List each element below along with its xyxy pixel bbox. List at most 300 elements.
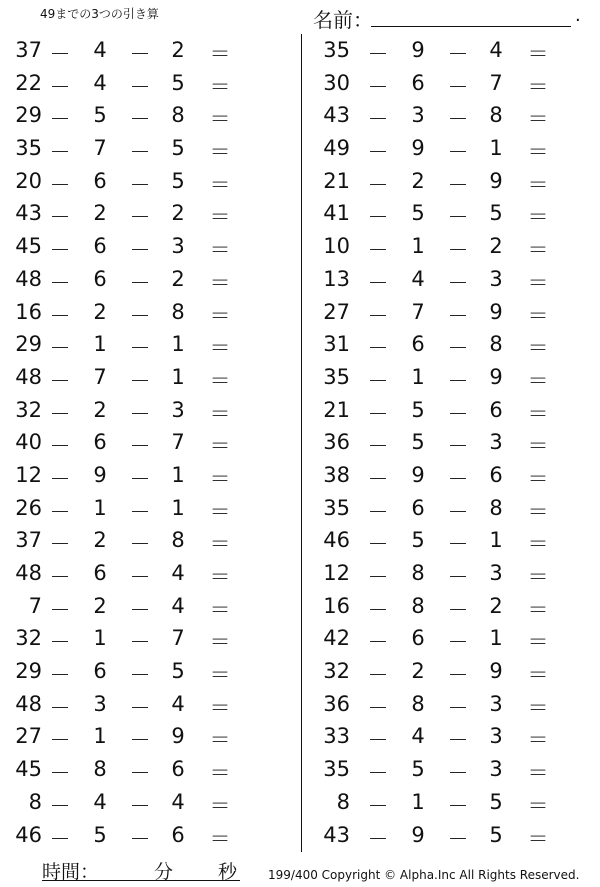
third-number: 1 bbox=[489, 626, 503, 651]
minus-sign: － bbox=[129, 466, 151, 491]
minus-sign: － bbox=[447, 630, 469, 655]
problem-row bbox=[318, 493, 600, 526]
equals-sign: ＝ bbox=[209, 761, 231, 786]
equals-sign: ＝ bbox=[527, 401, 549, 426]
problem-row bbox=[318, 231, 600, 264]
equals-sign: ＝ bbox=[527, 826, 549, 851]
minus-sign: － bbox=[129, 140, 151, 165]
worksheet-title: 49までの3つの引き算 bbox=[40, 7, 159, 21]
equals-sign: ＝ bbox=[209, 793, 231, 818]
third-number: 4 bbox=[171, 561, 185, 585]
second-number: 9 bbox=[411, 136, 425, 161]
first-number: 29 bbox=[15, 332, 42, 357]
minus-sign: － bbox=[129, 434, 151, 459]
third-number: 1 bbox=[171, 495, 185, 520]
minus-sign: － bbox=[367, 368, 389, 393]
minus-sign: － bbox=[367, 434, 389, 459]
second-number: 6 bbox=[93, 561, 107, 585]
second-number: 1 bbox=[93, 495, 107, 520]
equals-sign: ＝ bbox=[527, 532, 549, 557]
problem-row bbox=[318, 35, 600, 68]
second-number: 5 bbox=[411, 757, 425, 782]
time-record-area bbox=[42, 857, 240, 881]
equals-sign: ＝ bbox=[209, 630, 231, 655]
time-underline bbox=[42, 880, 240, 881]
third-number: 3 bbox=[489, 691, 503, 716]
minus-sign: － bbox=[367, 42, 389, 66]
equals-sign: ＝ bbox=[209, 499, 231, 524]
equals-sign: ＝ bbox=[209, 205, 231, 230]
minus-sign: － bbox=[447, 205, 469, 230]
copyright-notice: 199/400 Copyright © Alpha.Inc All Rights Reserved. bbox=[268, 868, 580, 882]
problem-row bbox=[0, 68, 290, 101]
minutes-label: 分 bbox=[154, 861, 174, 883]
third-number: 3 bbox=[171, 397, 185, 422]
problem-row bbox=[0, 264, 290, 297]
equals-sign: ＝ bbox=[209, 172, 231, 197]
second-number: 5 bbox=[93, 103, 107, 128]
problem-row bbox=[318, 656, 600, 689]
first-number: 35 bbox=[15, 136, 42, 161]
problem-row bbox=[0, 427, 290, 460]
minus-sign: － bbox=[447, 74, 469, 99]
third-number: 2 bbox=[171, 266, 185, 291]
first-number: 8 bbox=[28, 789, 42, 814]
problem-row bbox=[0, 100, 290, 133]
equals-sign: ＝ bbox=[209, 597, 231, 622]
problem-column-left bbox=[0, 35, 290, 852]
second-number: 6 bbox=[93, 234, 107, 259]
second-number: 6 bbox=[93, 430, 107, 455]
first-number: 21 bbox=[323, 397, 350, 422]
first-number: 7 bbox=[28, 593, 42, 618]
minus-sign: － bbox=[129, 107, 151, 132]
third-number: 9 bbox=[489, 364, 503, 389]
equals-sign: ＝ bbox=[527, 434, 549, 459]
problem-row bbox=[318, 198, 600, 231]
minus-sign: － bbox=[447, 695, 469, 720]
second-number: 2 bbox=[93, 528, 107, 553]
first-number: 38 bbox=[323, 462, 350, 487]
third-number: 4 bbox=[489, 38, 503, 62]
minus-sign: － bbox=[447, 761, 469, 786]
minus-sign: － bbox=[367, 172, 389, 197]
minus-sign: － bbox=[129, 368, 151, 393]
second-number: 5 bbox=[411, 397, 425, 422]
minus-sign: － bbox=[129, 597, 151, 622]
minus-sign: － bbox=[49, 205, 71, 230]
first-number: 49 bbox=[323, 136, 350, 161]
first-number: 46 bbox=[15, 822, 42, 847]
third-number: 9 bbox=[171, 724, 185, 749]
minus-sign: － bbox=[49, 761, 71, 786]
minus-sign: － bbox=[367, 74, 389, 99]
second-number: 5 bbox=[93, 822, 107, 847]
minus-sign: － bbox=[129, 172, 151, 197]
second-number: 5 bbox=[411, 528, 425, 553]
third-number: 3 bbox=[171, 234, 185, 259]
minus-sign: － bbox=[367, 826, 389, 851]
third-number: 7 bbox=[171, 430, 185, 455]
problem-row bbox=[0, 754, 290, 787]
minus-sign: － bbox=[49, 826, 71, 851]
third-number: 6 bbox=[489, 397, 503, 422]
equals-sign: ＝ bbox=[209, 74, 231, 99]
minus-sign: － bbox=[129, 205, 151, 230]
second-number: 6 bbox=[411, 332, 425, 357]
second-number: 2 bbox=[93, 201, 107, 226]
third-number: 9 bbox=[489, 299, 503, 324]
second-number: 9 bbox=[411, 38, 425, 62]
third-number: 4 bbox=[171, 593, 185, 618]
minus-sign: － bbox=[367, 793, 389, 818]
first-number: 35 bbox=[323, 364, 350, 389]
third-number: 3 bbox=[489, 561, 503, 585]
minus-sign: － bbox=[367, 270, 389, 295]
equals-sign: ＝ bbox=[209, 238, 231, 263]
third-number: 8 bbox=[171, 528, 185, 553]
third-number: 8 bbox=[489, 495, 503, 520]
minus-sign: － bbox=[49, 565, 71, 589]
minus-sign: － bbox=[447, 532, 469, 557]
minus-sign: － bbox=[129, 74, 151, 99]
second-number: 1 bbox=[93, 724, 107, 749]
third-number: 4 bbox=[171, 789, 185, 814]
first-number: 36 bbox=[323, 691, 350, 716]
first-number: 26 bbox=[15, 495, 42, 520]
equals-sign: ＝ bbox=[209, 368, 231, 393]
second-number: 6 bbox=[93, 659, 107, 684]
third-number: 5 bbox=[171, 659, 185, 684]
minus-sign: － bbox=[447, 597, 469, 622]
third-number: 5 bbox=[171, 70, 185, 95]
problem-row bbox=[0, 591, 290, 624]
second-number: 1 bbox=[93, 626, 107, 651]
time-label: 時間： bbox=[42, 861, 100, 883]
second-number: 4 bbox=[93, 38, 107, 62]
second-number: 8 bbox=[93, 757, 107, 782]
minus-sign: － bbox=[447, 793, 469, 818]
first-number: 30 bbox=[323, 70, 350, 95]
first-number: 37 bbox=[15, 528, 42, 553]
minus-sign: － bbox=[447, 107, 469, 132]
equals-sign: ＝ bbox=[209, 532, 231, 557]
second-number: 8 bbox=[411, 691, 425, 716]
problem-row bbox=[0, 623, 290, 656]
second-number: 6 bbox=[411, 70, 425, 95]
second-number: 5 bbox=[411, 201, 425, 226]
minus-sign: － bbox=[129, 401, 151, 426]
problem-row bbox=[0, 656, 290, 689]
third-number: 9 bbox=[489, 659, 503, 684]
problem-row bbox=[0, 820, 290, 853]
problem-row bbox=[318, 297, 600, 330]
third-number: 2 bbox=[489, 593, 503, 618]
first-number: 48 bbox=[15, 561, 42, 585]
problem-row bbox=[318, 591, 600, 624]
minus-sign: － bbox=[49, 499, 71, 524]
problem-row bbox=[318, 133, 600, 166]
minus-sign: － bbox=[129, 532, 151, 557]
minus-sign: － bbox=[367, 401, 389, 426]
minus-sign: － bbox=[447, 565, 469, 589]
problem-row bbox=[0, 166, 290, 199]
first-number: 32 bbox=[15, 397, 42, 422]
problem-row bbox=[318, 721, 600, 754]
minus-sign: － bbox=[447, 663, 469, 688]
problem-row bbox=[318, 100, 600, 133]
minus-sign: － bbox=[367, 695, 389, 720]
minus-sign: － bbox=[129, 695, 151, 720]
problem-row bbox=[318, 525, 600, 558]
problem-row bbox=[318, 264, 600, 297]
equals-sign: ＝ bbox=[527, 172, 549, 197]
first-number: 37 bbox=[15, 38, 42, 62]
second-number: 9 bbox=[411, 462, 425, 487]
minus-sign: － bbox=[447, 368, 469, 393]
minus-sign: － bbox=[49, 630, 71, 655]
first-number: 27 bbox=[323, 299, 350, 324]
problem-row bbox=[318, 166, 600, 199]
name-field-area bbox=[313, 2, 583, 30]
minus-sign: － bbox=[367, 532, 389, 557]
first-number: 48 bbox=[15, 364, 42, 389]
minus-sign: － bbox=[49, 368, 71, 393]
problem-row bbox=[0, 525, 290, 558]
first-number: 29 bbox=[15, 659, 42, 684]
minus-sign: － bbox=[367, 466, 389, 491]
minus-sign: － bbox=[49, 74, 71, 99]
equals-sign: ＝ bbox=[527, 630, 549, 655]
equals-sign: ＝ bbox=[527, 336, 549, 361]
third-number: 1 bbox=[171, 332, 185, 357]
second-number: 6 bbox=[411, 495, 425, 520]
first-number: 45 bbox=[15, 234, 42, 259]
second-number: 1 bbox=[411, 789, 425, 814]
minus-sign: － bbox=[447, 270, 469, 295]
minus-sign: － bbox=[49, 434, 71, 459]
first-number: 13 bbox=[323, 266, 350, 291]
second-number: 9 bbox=[93, 462, 107, 487]
equals-sign: ＝ bbox=[527, 205, 549, 230]
first-number: 40 bbox=[15, 430, 42, 455]
third-number: 7 bbox=[489, 70, 503, 95]
second-number: 2 bbox=[93, 397, 107, 422]
first-number: 35 bbox=[323, 495, 350, 520]
minus-sign: － bbox=[367, 499, 389, 524]
minus-sign: － bbox=[129, 761, 151, 786]
first-number: 41 bbox=[323, 201, 350, 226]
minus-sign: － bbox=[49, 303, 71, 328]
problem-row bbox=[0, 493, 290, 526]
equals-sign: ＝ bbox=[209, 270, 231, 295]
second-number: 1 bbox=[411, 364, 425, 389]
minus-sign: － bbox=[447, 728, 469, 753]
minus-sign: － bbox=[367, 728, 389, 753]
second-number: 2 bbox=[411, 659, 425, 684]
third-number: 6 bbox=[171, 822, 185, 847]
first-number: 8 bbox=[336, 789, 350, 814]
third-number: 3 bbox=[489, 430, 503, 455]
problem-row bbox=[0, 329, 290, 362]
problem-row bbox=[0, 558, 290, 591]
first-number: 35 bbox=[323, 757, 350, 782]
third-number: 8 bbox=[489, 332, 503, 357]
equals-sign: ＝ bbox=[527, 140, 549, 165]
minus-sign: － bbox=[49, 238, 71, 263]
first-number: 42 bbox=[323, 626, 350, 651]
second-number: 8 bbox=[411, 561, 425, 585]
minus-sign: － bbox=[367, 303, 389, 328]
second-number: 5 bbox=[411, 430, 425, 455]
first-number: 16 bbox=[323, 593, 350, 618]
first-number: 16 bbox=[15, 299, 42, 324]
equals-sign: ＝ bbox=[527, 74, 549, 99]
third-number: 5 bbox=[171, 168, 185, 193]
first-number: 43 bbox=[15, 201, 42, 226]
name-label: 名前： bbox=[313, 8, 373, 32]
minus-sign: － bbox=[129, 565, 151, 589]
first-number: 36 bbox=[323, 430, 350, 455]
first-number: 33 bbox=[323, 724, 350, 749]
equals-sign: ＝ bbox=[209, 401, 231, 426]
third-number: 8 bbox=[171, 299, 185, 324]
equals-sign: ＝ bbox=[209, 695, 231, 720]
first-number: 29 bbox=[15, 103, 42, 128]
second-number: 3 bbox=[93, 691, 107, 716]
problem-row bbox=[318, 460, 600, 493]
minus-sign: － bbox=[49, 140, 71, 165]
first-number: 21 bbox=[323, 168, 350, 193]
minus-sign: － bbox=[49, 793, 71, 818]
first-number: 12 bbox=[323, 561, 350, 585]
first-number: 43 bbox=[323, 103, 350, 128]
equals-sign: ＝ bbox=[527, 303, 549, 328]
third-number: 1 bbox=[489, 136, 503, 161]
third-number: 6 bbox=[171, 757, 185, 782]
minus-sign: － bbox=[447, 140, 469, 165]
problem-row bbox=[318, 689, 600, 722]
second-number: 4 bbox=[411, 724, 425, 749]
equals-sign: ＝ bbox=[527, 793, 549, 818]
problem-row bbox=[318, 395, 600, 428]
second-number: 3 bbox=[411, 103, 425, 128]
problem-row bbox=[0, 297, 290, 330]
minus-sign: － bbox=[129, 42, 151, 66]
equals-sign: ＝ bbox=[209, 140, 231, 165]
third-number: 2 bbox=[171, 201, 185, 226]
minus-sign: － bbox=[129, 630, 151, 655]
third-number: 8 bbox=[489, 103, 503, 128]
name-period: . bbox=[575, 5, 581, 26]
second-number: 6 bbox=[93, 168, 107, 193]
second-number: 4 bbox=[93, 789, 107, 814]
minus-sign: － bbox=[129, 303, 151, 328]
problem-row bbox=[318, 427, 600, 460]
third-number: 5 bbox=[171, 136, 185, 161]
first-number: 48 bbox=[15, 266, 42, 291]
minus-sign: － bbox=[129, 793, 151, 818]
third-number: 5 bbox=[489, 201, 503, 226]
equals-sign: ＝ bbox=[209, 336, 231, 361]
minus-sign: － bbox=[367, 663, 389, 688]
third-number: 3 bbox=[489, 757, 503, 782]
problem-row bbox=[0, 198, 290, 231]
third-number: 9 bbox=[489, 168, 503, 193]
equals-sign: ＝ bbox=[527, 107, 549, 132]
problem-row bbox=[0, 721, 290, 754]
problem-row bbox=[318, 820, 600, 853]
equals-sign: ＝ bbox=[527, 597, 549, 622]
minus-sign: － bbox=[49, 532, 71, 557]
third-number: 3 bbox=[489, 724, 503, 749]
minus-sign: － bbox=[447, 466, 469, 491]
third-number: 1 bbox=[489, 528, 503, 553]
minus-sign: － bbox=[49, 466, 71, 491]
problem-row bbox=[0, 689, 290, 722]
equals-sign: ＝ bbox=[527, 499, 549, 524]
problem-column-right bbox=[318, 35, 600, 852]
third-number: 5 bbox=[489, 789, 503, 814]
equals-sign: ＝ bbox=[527, 663, 549, 688]
second-number: 2 bbox=[93, 299, 107, 324]
minus-sign: － bbox=[129, 728, 151, 753]
first-number: 20 bbox=[15, 168, 42, 193]
equals-sign: ＝ bbox=[527, 466, 549, 491]
minus-sign: － bbox=[447, 434, 469, 459]
minus-sign: － bbox=[49, 172, 71, 197]
second-number: 9 bbox=[411, 822, 425, 847]
problem-row bbox=[318, 754, 600, 787]
second-number: 2 bbox=[411, 168, 425, 193]
second-number: 2 bbox=[93, 593, 107, 618]
problem-row bbox=[318, 558, 600, 591]
problem-row bbox=[0, 231, 290, 264]
first-number: 31 bbox=[323, 332, 350, 357]
minus-sign: － bbox=[367, 107, 389, 132]
second-number: 6 bbox=[411, 626, 425, 651]
third-number: 2 bbox=[489, 234, 503, 259]
first-number: 43 bbox=[323, 822, 350, 847]
third-number: 5 bbox=[489, 822, 503, 847]
third-number: 3 bbox=[489, 266, 503, 291]
minus-sign: － bbox=[367, 205, 389, 230]
second-number: 7 bbox=[93, 364, 107, 389]
third-number: 7 bbox=[171, 626, 185, 651]
first-number: 35 bbox=[323, 38, 350, 62]
minus-sign: － bbox=[447, 499, 469, 524]
first-number: 22 bbox=[15, 70, 42, 95]
third-number: 1 bbox=[171, 462, 185, 487]
minus-sign: － bbox=[367, 597, 389, 622]
equals-sign: ＝ bbox=[209, 107, 231, 132]
minus-sign: － bbox=[49, 597, 71, 622]
equals-sign: ＝ bbox=[209, 303, 231, 328]
first-number: 45 bbox=[15, 757, 42, 782]
minus-sign: － bbox=[367, 565, 389, 589]
minus-sign: － bbox=[129, 238, 151, 263]
problem-row bbox=[318, 623, 600, 656]
minus-sign: － bbox=[129, 826, 151, 851]
second-number: 1 bbox=[93, 332, 107, 357]
column-divider bbox=[301, 34, 302, 852]
first-number: 32 bbox=[15, 626, 42, 651]
third-number: 4 bbox=[171, 691, 185, 716]
minus-sign: － bbox=[367, 336, 389, 361]
second-number: 7 bbox=[411, 299, 425, 324]
equals-sign: ＝ bbox=[527, 728, 549, 753]
third-number: 1 bbox=[171, 364, 185, 389]
